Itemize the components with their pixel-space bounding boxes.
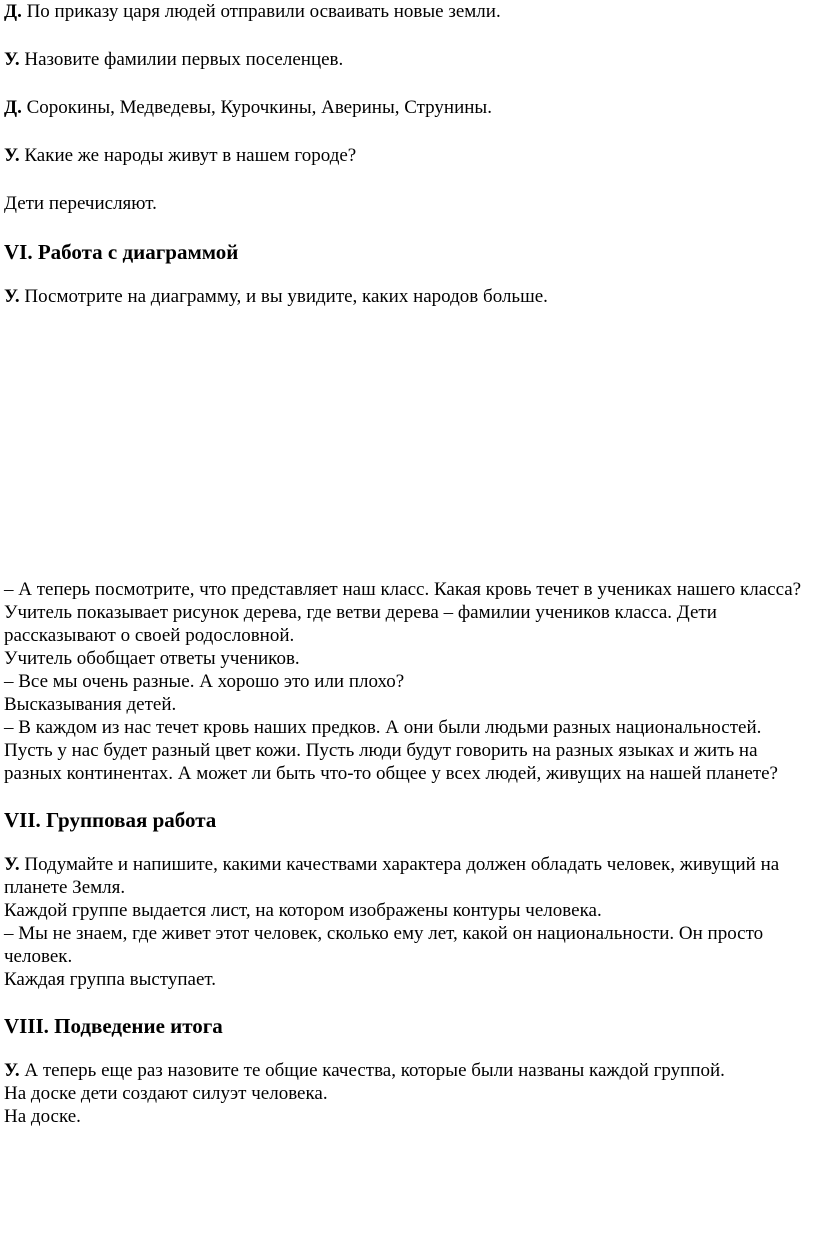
section-heading: VI. Работа с диаграммой (4, 240, 239, 264)
dialogue-line (4, 0, 812, 23)
text-line: – Все мы очень разные. А хорошо это или плохо? (4, 671, 405, 692)
dialogue-text: Посмотрите на диаграмму, и вы увидите, каких народов больше. (19, 286, 548, 307)
dialogue-text: Сорокины, Медведевы, Курочкины, Аверины, Струнины. (21, 97, 492, 118)
speaker-label: У. (4, 854, 20, 875)
dialogue-line (4, 96, 812, 119)
text-line: – Мы не знаем, где живет этот человек, сколько ему лет, какой он национальности. Он просто человек. (4, 923, 764, 967)
text-line: Каждая группа выступает. (4, 969, 217, 990)
text-line: На доске. (4, 1106, 81, 1127)
dialogue-line (4, 1059, 812, 1082)
dialogue-text: По приказу царя людей отправили осваивать новые земли. (21, 1, 501, 22)
diagram-placeholder (4, 308, 812, 578)
text-line: Учитель показывает рисунок дерева, где ветви дерева – фамилии учеников класса. Дети рассказывают о своей родословной. (4, 602, 717, 646)
text-line: На доске дети создают силуэт человека. (4, 1083, 328, 1104)
dialogue-line (4, 144, 812, 167)
dialogue-line (4, 853, 812, 899)
text-line: Учитель обобщает ответы учеников. (4, 648, 300, 669)
text-line: – В каждом из нас течет кровь наших предков. А они были людьми разных национальностей. Пусть у нас будет разный цвет кожи. Пусть люди будут говорить на разных языках и жить на разных континентах. А может ли быть что-то общее у всех людей, живущих на нашей планете? (4, 717, 778, 784)
speaker-label: У. (4, 49, 20, 70)
dialogue-line (4, 48, 812, 71)
speaker-label: У. (4, 1060, 20, 1081)
speaker-label: У. (4, 286, 20, 307)
text-line: – А теперь посмотрите, что представляет наш класс. Какая кровь течет в учениках нашего класса? (4, 579, 802, 600)
speaker-label: У. (4, 145, 20, 166)
section-heading: VII. Групповая работа (4, 808, 217, 832)
plain-line: Дети перечисляют. (4, 193, 157, 214)
text-line: Высказывания детей. (4, 694, 177, 715)
dialogue-text: А теперь еще раз назовите те общие качества, которые были названы каждой группой. (19, 1060, 725, 1081)
text-line: Каждой группе выдается лист, на котором изображены контуры человека. (4, 900, 602, 921)
dialogue-line (4, 285, 812, 308)
dialogue-text: Подумайте и напишите, какими качествами характера должен обладать человек, живущий на планете Земля. (4, 854, 780, 898)
section-heading: VIII. Подведение итога (4, 1014, 223, 1038)
speaker-label: Д. (4, 97, 22, 118)
speaker-label: Д. (4, 1, 22, 22)
dialogue-text: Назовите фамилии первых поселенцев. (19, 49, 344, 70)
dialogue-text: Какие же народы живут в нашем городе? (19, 145, 357, 166)
